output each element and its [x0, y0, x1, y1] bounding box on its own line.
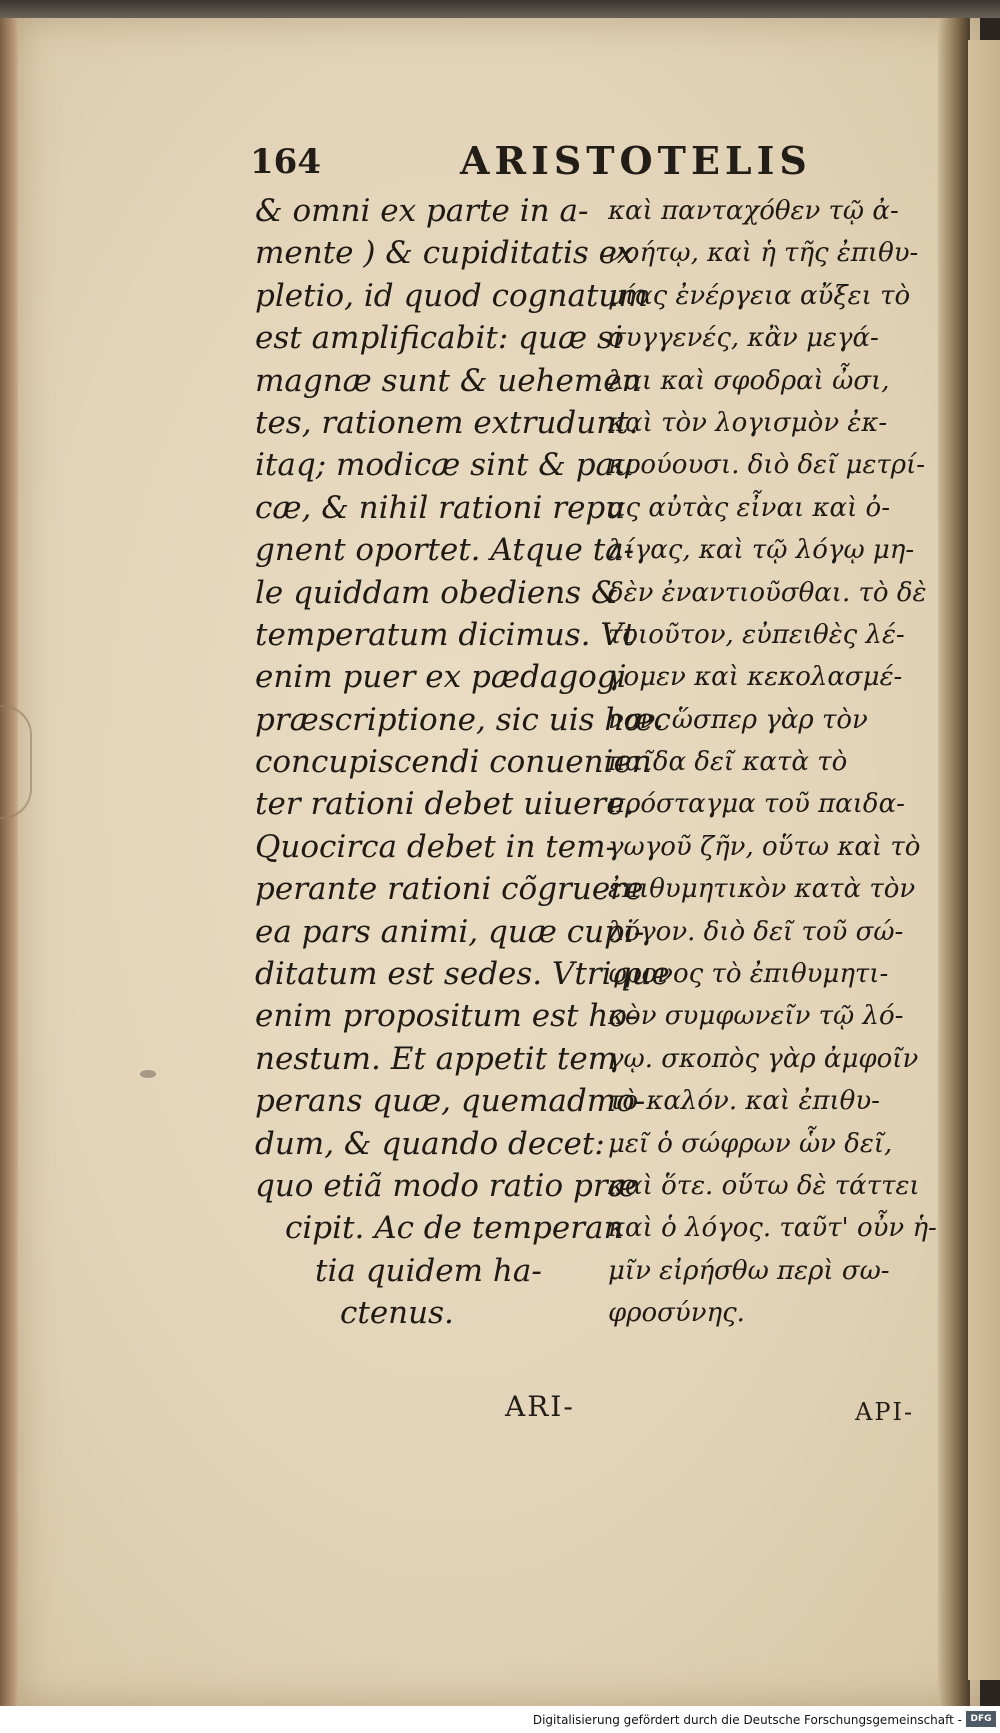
latin-text-line: cæ, & nihil rationi repu: [255, 489, 626, 526]
greek-text-line: τοιοῦτον, εὐπειθὲς λέ-: [608, 619, 905, 650]
greek-text-line: συγγενές, κἂν μεγά-: [608, 323, 879, 354]
latin-text-line: ditatum est sedes. Vtrique: [255, 956, 670, 993]
latin-text-line: & omni ex parte in a-: [255, 193, 589, 229]
funding-credit: Digitalisierung gefördert durch die Deutsche Forschungsgemeinschaft -: [532, 1713, 962, 1727]
greek-text-line: ας αὐτὰς εἶναι καὶ ὀ-: [608, 492, 890, 523]
latin-text-line: enim propositum est ho-: [255, 998, 638, 1035]
latin-text-line: concupiscendi conuenien: [255, 744, 652, 781]
latin-text-line: tia quidem ha-: [315, 1252, 542, 1289]
greek-text-line: καὶ τὸν λογισμὸν ἐκ-: [608, 407, 888, 438]
facing-page-edge: [968, 40, 1000, 1680]
latin-text-line: perans quæ, quemadmo-: [255, 1083, 646, 1120]
top-book-edge: [0, 0, 1000, 18]
latin-text-line: dum, & quando decet:: [255, 1125, 605, 1162]
latin-text-line: præscriptione, sic uis hæc: [255, 701, 671, 738]
latin-text-line: Quocirca debet in tem-: [255, 828, 616, 865]
greek-text-line: φροσύνης.: [608, 1298, 745, 1329]
running-title: ARISTOTELIS: [460, 138, 812, 183]
greek-text-line: καὶ ὅτε. οὕτω δὲ τάττει: [608, 1170, 920, 1201]
greek-text-line: καὶ πανταχόθεν τῷ ἀ-: [608, 196, 899, 226]
greek-text-line: τὸ καλόν. καὶ ἐπιθυ-: [608, 1086, 880, 1117]
greek-text-line: καὶ ὁ λόγος. ταῦτ' οὖν ἡ-: [608, 1213, 937, 1244]
digitization-footer: [0, 1706, 1000, 1733]
dfg-logo: DFG: [966, 1711, 996, 1727]
greek-text-line: λίγας, καὶ τῷ λόγῳ μη-: [608, 535, 915, 566]
greek-text-line: νον. ὥσπερ γὰρ τὸν: [608, 704, 868, 735]
latin-text-line: est amplificabit: quæ si: [255, 320, 623, 357]
latin-text-line: temperatum dicimus. Vt: [255, 616, 636, 653]
latin-text-line: gnent oportet. Atque ta-: [255, 532, 635, 569]
ink-smudge: [140, 1070, 156, 1078]
page-number: 164: [250, 142, 321, 182]
latin-text-line: pletio, id quod cognatum: [255, 277, 648, 314]
latin-text-line: cipit. Ac de temperan: [285, 1210, 624, 1247]
greek-text-line: γωγοῦ ζῆν, οὕτω καὶ τὸ: [608, 831, 921, 862]
greek-text-line: παῖδα δεῖ κατὰ τὸ: [608, 747, 848, 778]
latin-text-line: ea pars animi, quæ cupi-: [255, 913, 645, 950]
greek-catchword: ΑΡΙ-: [855, 1398, 915, 1426]
latin-text-line: enim puer ex pædagogi: [255, 659, 627, 696]
clasp-mark: [0, 705, 32, 819]
greek-text-line: λόγον. διὸ δεῖ τοῦ σώ-: [608, 916, 904, 947]
greek-text-line: ἐπιθυμητικὸν κατὰ τὸν: [608, 874, 916, 905]
latin-text-line: itaq; modicæ sint & pau: [255, 447, 635, 484]
latin-text-column: [255, 190, 671, 1335]
greek-text-line: μίας ἐνέργεια αὔξει τὸ: [608, 280, 911, 311]
greek-text-line: πρόσταγμα τοῦ παιδα-: [608, 789, 905, 820]
latin-text-line: ctenus.: [340, 1295, 454, 1332]
latin-text-line: ter rationi debet uiuere.: [255, 786, 635, 823]
greek-text-line: γομεν καὶ κεκολασμέ-: [608, 662, 903, 693]
greek-text-line: δὲν ἐναντιοῦσθαι. τὸ δὲ: [608, 577, 927, 608]
latin-text-line: quo etiã modo ratio præ: [255, 1167, 637, 1204]
greek-text-line: κρούουσι. διὸ δεῖ μετρί-: [608, 450, 926, 481]
greek-text-line: νοήτῳ, καὶ ἡ τῆς ἐπιθυ-: [608, 238, 919, 269]
greek-text-line: κὸν συμφωνεῖν τῷ λό-: [608, 1001, 904, 1032]
latin-catchword: ARI-: [505, 1390, 575, 1423]
latin-text-line: le quiddam obediens &: [255, 574, 619, 611]
latin-text-line: perante rationi cõgruere: [255, 871, 644, 908]
greek-text-line: γῳ. σκοπὸς γὰρ ἀμφοῖν: [608, 1043, 919, 1074]
page-header: [250, 138, 830, 188]
latin-text-line: tes, rationem extrudunt.: [255, 404, 639, 441]
greek-text-line: φρονος τὸ ἐπιθυμητι-: [608, 959, 889, 990]
greek-text-line: λαι καὶ σφοδραὶ ὦσι,: [608, 365, 890, 396]
greek-text-line: μῖν εἰρήσθω περὶ σω-: [608, 1255, 890, 1286]
greek-text-column: [608, 190, 943, 1335]
latin-text-line: mente ) & cupiditatis ex: [255, 235, 635, 272]
greek-text-line: μεῖ ὁ σώφρων ὧν δεῖ,: [608, 1128, 893, 1159]
latin-text-line: nestum. Et appetit tem: [255, 1040, 618, 1077]
latin-text-line: magnæ sunt & uehemen: [255, 362, 642, 399]
